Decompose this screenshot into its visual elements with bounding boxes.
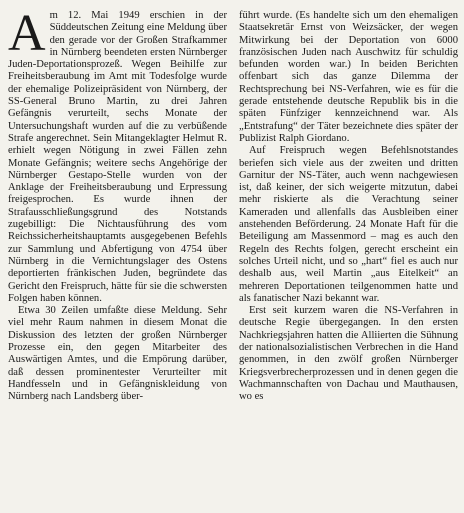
paragraph-text: m 12. Mai 1949 erschien in der Süddeutschen Zeitung eine Meldung über den gerade vor der Großen Strafkammer in Nürnberg beendeten ersten Nürnberger Juden-Deportationsprozeß. Wegen Beihilfe zur Freiheitsberaubung im Amt mit Todesfolge wurde der ehemalige Polizeipräsident von Nürnberg, der SS-General Bruno Martin, zu drei Jahren Gefängnis verurteilt, sechs Monate der Untersuchungshaft wurden auf die zu verbüßende Strafe angerechnet. Sein Mitangeklagter Helmut R. erhielt wegen Nötigung in zwei Fällen zehn Monate Gefängnis; weitere sechs Angehörige der Nürnberger Gestapo-Stelle wurden von der Anklage der Freiheitsberaubung und Erpressung freigesprochen. Es wurde ihnen der Strafausschließungsgrund des Notstands zugebilligt: Die Nichtausführung des vom Reichssicherheitshauptamts ausgegebenen Befehls zur Sammlung und Abfertigung von 4754 über Nürnberg in die Vernichtungslager des Ostens deportierten fränkischen Juden, begründete das Gericht den Freispruch, hätte für sie die schwersten Folgen haben können. <box>8 10 227 304</box>
article-paragraph: Etwa 30 Zeilen umfaßte diese Meldung. Sehr viel mehr Raum nahmen in diesem Monat die Diskussion des letzten der großen Nürnberger Prozesse ein, den gegen Mitarbeiter des Auswärtigen Amtes, und die Empörung darüber, daß dessen prominentester Verurteilter mit Handfesseln und in Gefängniskleidung von Nürnberg nach Landsberg über- <box>8 305 227 403</box>
article-paragraph <box>8 5 227 305</box>
article-right-column <box>239 10 458 513</box>
article-paragraph: Erst seit kurzem waren die NS-Verfahren in deutsche Regie übergegangen. In den ersten Nachkriegsjahren hatten die Alliierten die Sühnung der nationalsozialistischen Verbrechen in die Hand genommen, in den zwölf großen Nürnberger Kriegsverbrecherprozessen und in denen gegen die Wachmannschaften von Dachau und Mauthausen, wo es <box>239 305 458 403</box>
article-left-column <box>8 5 227 513</box>
article-paragraph: Auf Freispruch wegen Befehlsnotstandes beriefen sich viele aus der zweiten und dritten Garnitur der NS-Täter, auch wenn nachgewiesen ist, daß keiner, der sich weigerte mitzutun, dabei mehr riskierte als die Verachtung seiner Kameraden und allenfalls das Ausbleiben einer anstehenden Beförderung. 24 Monate Haft für die Beteiligung am Massenmord – mag es auch den Regeln des Rechts folgen, gerecht erscheint ein solches Urteil nicht, und so „hart“ fiel es auch nur deshalb aus, weil Martin „aus Eitelkeit“ an mehreren Deportationen teilgenommen hatte und als fanatischer Nazi bekannt war. <box>239 145 458 304</box>
article-paragraph: führt wurde. (Es handelte sich um den ehemaligen Staatsekretär Ernst von Weizsäcker, der wegen Mitwirkung bei der Deportation von 6000 französischen Juden nach Auschwitz für schuldig befunden worden war.) In beiden Berichten offenbart sich das ganze Dilemma der Rechtsprechung bei NS-Verfahren, wie es für die gerade entstehende deutsche Republik bis in die späten Fünfziger kennzeichnend war. Als „Entstrafung“ der Täter bezeichnete dies später der Publizist Ralph Giordano. <box>239 10 458 144</box>
drop-cap: A <box>8 5 46 62</box>
